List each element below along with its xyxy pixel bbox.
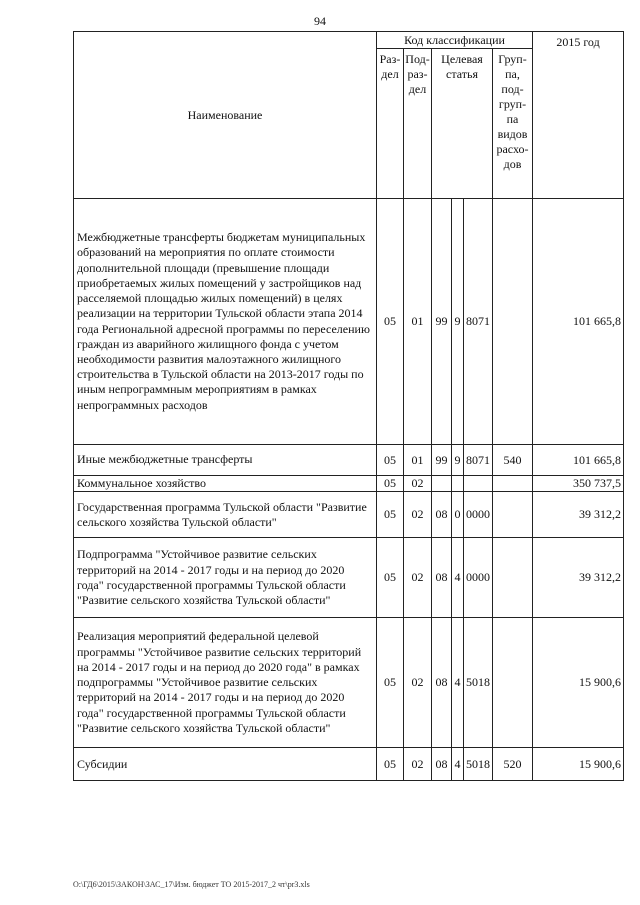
row-razdel: 05 <box>377 748 404 781</box>
table-body <box>74 199 624 781</box>
row-target-2: 9 <box>452 199 464 445</box>
header-group: Груп- па, под- груп- па видов расхо- дов <box>493 49 533 199</box>
row-podrazdel: 02 <box>404 748 432 781</box>
row-target-3: 8071 <box>464 445 493 476</box>
table-row <box>74 476 624 492</box>
row-podrazdel: 02 <box>404 618 432 748</box>
row-target-2: 0 <box>452 492 464 538</box>
row-amount: 101 665,8 <box>533 199 624 445</box>
row-target-2: 4 <box>452 748 464 781</box>
header-razdel: Раз- дел <box>377 49 404 199</box>
row-amount: 39 312,2 <box>533 492 624 538</box>
row-amount: 350 737,5 <box>533 476 624 492</box>
row-target-3: 0000 <box>464 538 493 618</box>
row-name: Межбюджетные трансферты бюджетам муниципальных образований на мероприятия по оплате стоимости дополнительной площади (превышение площади приобретаемых жилых помещений у застройщиков над расселяемой площадью жилых помещений) в целях реализации на территории Тульской области этапа 2014 года Региональной адресной программы по переселению граждан из аварийного жилищного фонда с учетом необходимости развития малоэтажного жилищного строительства в Тульской области на 2013-2017 годы по иным непрограммным мероприятиям в рамках непрограммных расходов <box>74 199 377 445</box>
header-podrazdel: Под- раз- дел <box>404 49 432 199</box>
row-target-3 <box>464 476 493 492</box>
row-podrazdel: 01 <box>404 199 432 445</box>
row-podrazdel: 01 <box>404 445 432 476</box>
row-target-1: 08 <box>432 618 452 748</box>
row-group <box>493 476 533 492</box>
row-podrazdel: 02 <box>404 476 432 492</box>
row-name: Иные межбюджетные трансферты <box>74 445 377 476</box>
row-group <box>493 538 533 618</box>
row-razdel: 05 <box>377 445 404 476</box>
row-target-1: 99 <box>432 199 452 445</box>
row-group <box>493 618 533 748</box>
header-classification: Код классификации <box>377 32 533 49</box>
file-path-footer: O:\ГД6\2015\ЗАКОН\ЗАС_17\Изм. бюджет ТО 2015-2017_2 чт\pr3.xls <box>73 880 310 889</box>
page-number: 94 <box>314 14 326 28</box>
row-target-1 <box>432 476 452 492</box>
table-row <box>74 445 624 476</box>
row-target-1: 08 <box>432 492 452 538</box>
row-podrazdel: 02 <box>404 538 432 618</box>
row-group: 540 <box>493 445 533 476</box>
row-group <box>493 199 533 445</box>
header-year: 2015 год <box>533 32 624 199</box>
row-name: Подпрограмма "Устойчивое развитие сельских территорий на 2014 - 2017 годы и на период до 2020 года" государственной программы Тульской области "Развитие сельского хозяйства Тульской области" <box>74 538 377 618</box>
header-name: Наименование <box>74 32 377 199</box>
row-target-1: 99 <box>432 445 452 476</box>
row-target-3: 5018 <box>464 618 493 748</box>
header-target: Целевая статья <box>432 49 493 199</box>
row-name: Коммунальное хозяйство <box>74 476 377 492</box>
row-name: Государственная программа Тульской области "Развитие сельского хозяйства Тульской области" <box>74 492 377 538</box>
row-razdel: 05 <box>377 476 404 492</box>
row-name: Реализация мероприятий федеральной целевой программы "Устойчивое развитие сельских территорий на 2014 - 2017 годы и на период до 2020 года" в рамках подпрограммы "Устойчивое развитие сельских территорий на 2014 - 2017 годы и на период до 2020 года" государственной программы Тульской области "Развитие сельского хозяйства Тульской области" <box>74 618 377 748</box>
row-amount: 15 900,6 <box>533 618 624 748</box>
table-row <box>74 492 624 538</box>
row-group: 520 <box>493 748 533 781</box>
table-row <box>74 538 624 618</box>
budget-table <box>73 31 624 781</box>
row-amount: 101 665,8 <box>533 445 624 476</box>
table-row <box>74 618 624 748</box>
row-target-2 <box>452 476 464 492</box>
row-name: Субсидии <box>74 748 377 781</box>
row-amount: 15 900,6 <box>533 748 624 781</box>
row-target-2: 9 <box>452 445 464 476</box>
row-group <box>493 492 533 538</box>
row-razdel: 05 <box>377 618 404 748</box>
row-target-3: 8071 <box>464 199 493 445</box>
row-target-2: 4 <box>452 618 464 748</box>
row-target-3: 0000 <box>464 492 493 538</box>
row-target-1: 08 <box>432 538 452 618</box>
table-row <box>74 748 624 781</box>
table-row <box>74 199 624 445</box>
row-razdel: 05 <box>377 199 404 445</box>
row-target-2: 4 <box>452 538 464 618</box>
row-podrazdel: 02 <box>404 492 432 538</box>
row-target-1: 08 <box>432 748 452 781</box>
row-razdel: 05 <box>377 492 404 538</box>
row-target-3: 5018 <box>464 748 493 781</box>
row-amount: 39 312,2 <box>533 538 624 618</box>
row-razdel: 05 <box>377 538 404 618</box>
